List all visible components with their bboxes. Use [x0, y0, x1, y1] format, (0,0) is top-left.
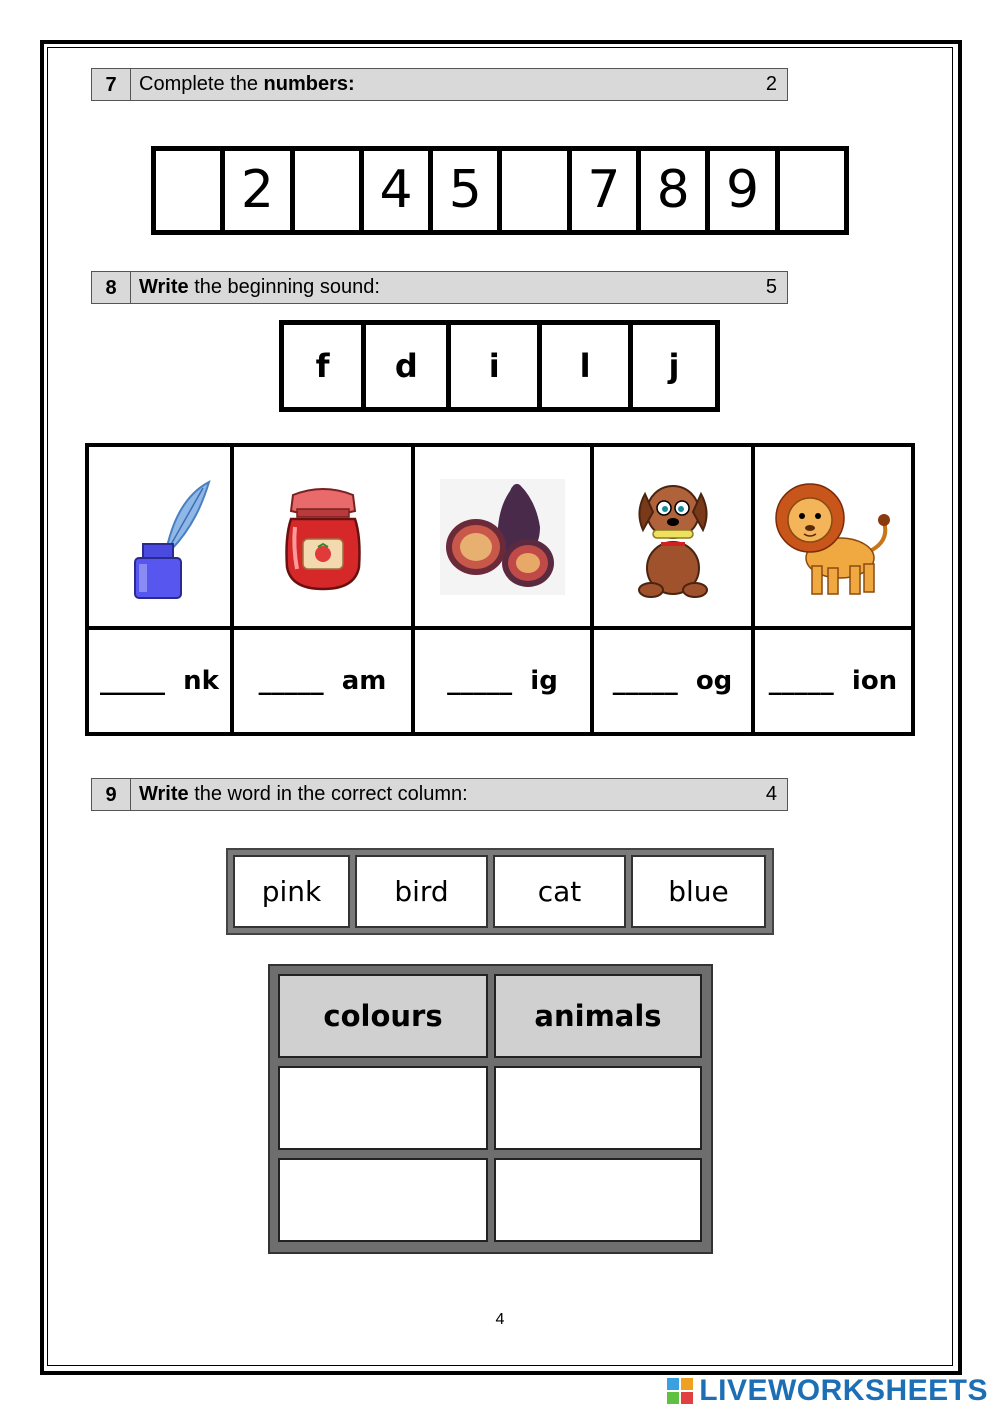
letter-tile[interactable]: j: [668, 347, 680, 385]
column-header-animals: animals: [494, 974, 702, 1058]
picture-cell: [89, 447, 234, 626]
number-cell: 5: [433, 151, 502, 230]
number-cell: 9: [710, 151, 779, 230]
word-ending: am: [341, 666, 387, 696]
picture-cell: [415, 447, 594, 626]
q7-score: 2: [765, 73, 777, 95]
ink-bottle-icon: [105, 472, 215, 602]
word-blank-cell[interactable]: [89, 630, 234, 732]
liveworksheets-logo-icon: [667, 1378, 693, 1404]
q9-instruction-text: the word in the correct column:: [188, 783, 468, 805]
q7-instruction: [139, 69, 355, 100]
blank-line[interactable]: _____: [258, 666, 324, 696]
q8-instruction-text: the beginning sound:: [188, 276, 380, 298]
word-tile[interactable]: pink: [233, 855, 350, 928]
blank-line[interactable]: _____: [768, 666, 834, 696]
picture-cell: [755, 447, 911, 626]
sorting-table: [268, 964, 713, 1254]
q7-instruction-bold: numbers:: [263, 73, 355, 95]
word-ending: nk: [183, 666, 219, 696]
picture-cell: [234, 447, 415, 626]
word-blank-cell[interactable]: [415, 630, 594, 732]
blank-line[interactable]: _____: [612, 666, 678, 696]
number-cell: 2: [225, 151, 294, 230]
blank-line[interactable]: _____: [447, 666, 513, 696]
word-ending: og: [695, 666, 733, 696]
q8-score: 5: [765, 276, 777, 298]
letter-tile[interactable]: f: [284, 325, 366, 407]
number-sequence: [151, 146, 849, 235]
letter-bank: [279, 320, 720, 412]
brand-logo: [667, 1374, 988, 1408]
picture-cell: [594, 447, 755, 626]
q7-header-bar: [91, 68, 788, 101]
q8-instruction-bold: Write: [139, 276, 189, 298]
word-tile[interactable]: bird: [355, 855, 488, 928]
letter-tile[interactable]: l: [542, 325, 633, 407]
q8-number: 8: [92, 272, 131, 303]
blank-line[interactable]: _____: [100, 666, 166, 696]
number-cell[interactable]: [780, 151, 844, 230]
jam-jar-icon: [263, 477, 383, 597]
brand-name: LIVEWORKSHEETS: [699, 1374, 988, 1407]
number-cell: 7: [572, 151, 641, 230]
number-cell: 8: [641, 151, 710, 230]
answer-cell[interactable]: [278, 1158, 488, 1242]
q7-number: 7: [92, 69, 131, 100]
word-ending: ion: [851, 666, 898, 696]
number-cell[interactable]: [156, 151, 225, 230]
word-ending: ig: [530, 666, 558, 696]
q9-number: 9: [92, 779, 131, 810]
page-number: 4: [495, 1311, 505, 1328]
word-blank-cell[interactable]: [755, 630, 911, 732]
lion-icon: [768, 472, 898, 602]
dog-icon: [623, 472, 723, 602]
q8-instruction: [139, 272, 380, 303]
number-cell[interactable]: [295, 151, 364, 230]
letter-tile[interactable]: i: [451, 325, 542, 407]
letter-tile[interactable]: d: [366, 325, 451, 407]
answer-cell[interactable]: [278, 1066, 488, 1150]
answer-row: [89, 630, 911, 732]
word-tile[interactable]: cat: [493, 855, 626, 928]
fig-icon: [440, 477, 565, 597]
answer-cell[interactable]: [494, 1066, 702, 1150]
word-blank-cell[interactable]: [234, 630, 415, 732]
q9-instruction: [139, 779, 468, 810]
q7-instruction-text: Complete the: [139, 73, 264, 95]
picture-table: [85, 443, 915, 736]
word-tile[interactable]: blue: [631, 855, 766, 928]
number-cell: 4: [364, 151, 433, 230]
q9-instruction-bold: Write: [139, 783, 189, 805]
number-cell[interactable]: [502, 151, 571, 230]
picture-row: [89, 447, 911, 630]
word-blank-cell[interactable]: [594, 630, 755, 732]
q9-header-bar: [91, 778, 788, 811]
q8-header-bar: [91, 271, 788, 304]
word-bank: [226, 848, 774, 935]
column-header-colours: colours: [278, 974, 488, 1058]
q9-score: 4: [765, 783, 777, 805]
answer-cell[interactable]: [494, 1158, 702, 1242]
